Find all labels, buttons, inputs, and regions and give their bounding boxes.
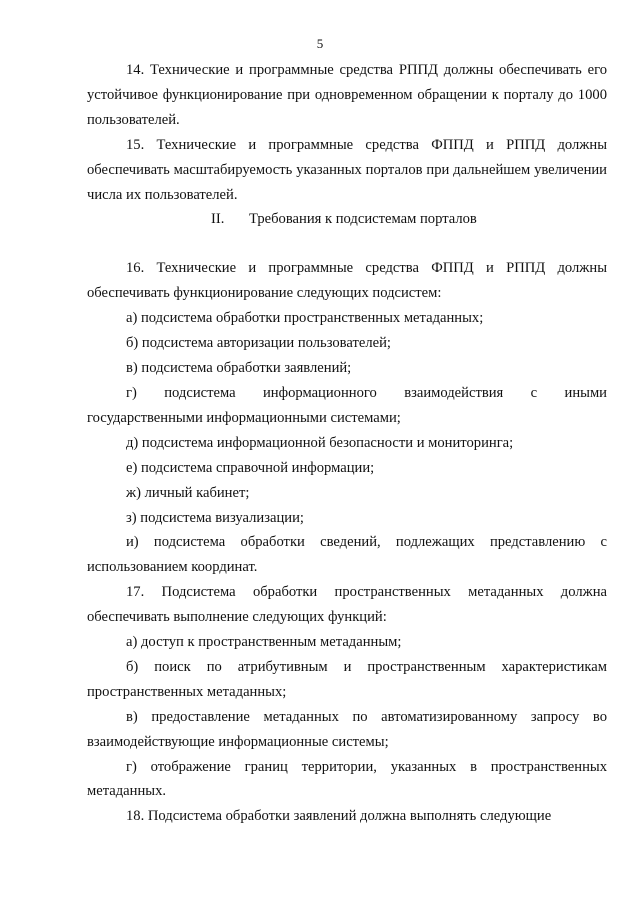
section-heading	[87, 207, 607, 256]
paragraph-14: 14. Технические и программные средства РППД должны обеспечивать его устойчивое функционирование при одновременном обращении к порталу до 1000 пользователей.	[87, 62, 607, 128]
list-item-17c: в) предоставление метаданных по автоматизированному запросу во взаимодействующие информационные системы;	[87, 708, 607, 750]
list-item-17a: а) доступ к пространственным метаданным;	[126, 634, 402, 651]
list-item-17d: г) отображение границ территории, указанных в пространственных метаданных.	[87, 758, 607, 800]
paragraph-17: 17. Подсистема обработки пространственных метаданных должна обеспечивать выполнение следующих функций:	[87, 584, 607, 626]
list-item-16c: в) подсистема обработки заявлений;	[126, 360, 352, 377]
paragraph-18: 18. Подсистема обработки заявлений должна выполнять следующие	[126, 808, 552, 825]
paragraph-15: 15. Технические и программные средства ФППД и РППД должны обеспечивать масштабируемость указанных порталов при дальнейшем увеличении числа их пользователей.	[87, 136, 607, 203]
section-title: Требования к подсистемам порталов	[249, 211, 477, 228]
list-item-16e: д) подсистема информационной безопасности и мониторинга;	[126, 434, 514, 451]
paragraph-16: 16. Технические и программные средства ФППД и РППД должны обеспечивать функционирование следующих подсистем:	[87, 260, 607, 302]
list-item-17b: б) поиск по атрибутивным и пространственным характеристикам пространственных метаданных;	[87, 658, 607, 700]
document-body	[87, 58, 607, 829]
list-item-16i: и) подсистема обработки сведений, подлежащих представлению с использованием координат.	[87, 534, 607, 576]
list-item-16d: г) подсистема информационного взаимодействия с иными государственными информационными системами;	[87, 384, 607, 426]
list-item-16g: ж) личный кабинет;	[126, 484, 250, 501]
list-item-16f: е) подсистема справочной информации;	[126, 459, 375, 476]
section-number: II.	[211, 211, 225, 228]
list-item-16a: а) подсистема обработки пространственных метаданных;	[126, 310, 484, 327]
page-number: 5	[316, 36, 324, 51]
list-item-16b: б) подсистема авторизации пользователей;	[126, 335, 391, 352]
list-item-16h: з) подсистема визуализации;	[126, 509, 304, 526]
